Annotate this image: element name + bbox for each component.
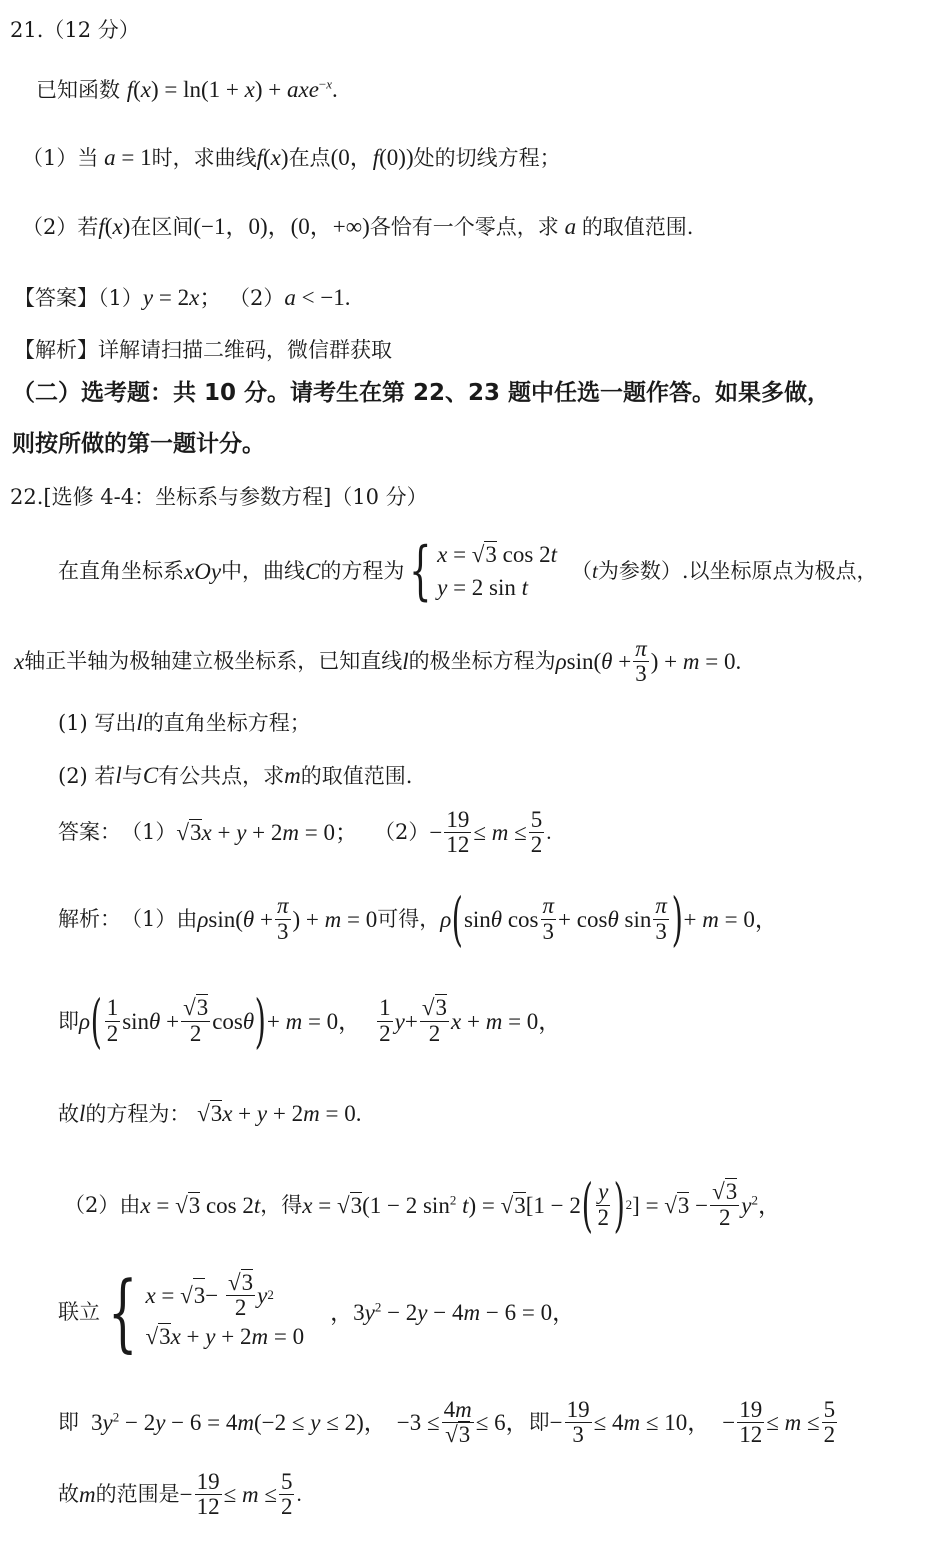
q22-analysis-1: 解析： （1）由 ρsin(θ + $\frac{\pi}{3}$ ) + m = 0 可得， ρ ( sinθ cos $\frac{\pi}{3}$ + cosθ sin $\frac{\pi}{3}$ ) + m = 0， xyxy=(58,885,778,953)
q21-header: 21.（12 分） xyxy=(10,18,140,42)
q22-analysis-5: 联立 { x = √ 3 − $\frac{√3}{2}$ y 2 √3x + y + 2m = 0 ，$3y^2 - 2y - 4m - 6 = 0$， xyxy=(58,1263,576,1361)
q21-answer: 【答案】（1）y = 2x； （2）a < −1. xyxy=(14,285,351,310)
q22-part2: (2) 若l与C有公共点，求m的取值范围. xyxy=(58,763,413,788)
q22-header: 22.[选修 4-4：坐标系与参数方程]（10 分） xyxy=(10,485,428,509)
q22-stem-line2: x 轴正半轴为极轴建立极坐标系，已知直线 l 的极坐标方程为 ρsin(θ + $\frac{\pi}{3}$ ) + m = 0. xyxy=(14,636,742,687)
q22-part1: (1) 写出l的直角坐标方程； xyxy=(58,710,311,735)
q22-stem-line1: 在直角坐标系 xOy 中，曲线 C 的方程为 { x = √3 cos 2t y = 2 sin t （ t 为参数）.以坐标原点为极点， xyxy=(58,534,878,609)
q22-analysis-3: 故l的方程为： √3x + y + 2m = 0. xyxy=(58,1101,362,1126)
q22-analysis-7: 故 m 的范围是 − $\frac{19}{12}$ ≤ m ≤ $\frac{5}{2}$ . xyxy=(58,1469,302,1520)
curve-c-system: x = √3 cos 2t y = 2 sin t xyxy=(437,542,557,601)
q22-analysis-4: （2）由 x = √3 cos 2t ，得 x = √3(1 − 2 $\sin^2 t) = √3[1 - 2$ ( $\frac{y}{2}$ ) 2 ] = √3 − $\frac{√3}{2}$ $y^2$， xyxy=(64,1171,781,1239)
q22-analysis-2: 即 ρ ( $\frac{1}{2}$ sinθ + $\frac{√3}{2}$ cosθ ) + m = 0， $\frac{1}{2}$ y + $\frac{√3}{2}$ x + m = 0， xyxy=(58,987,562,1055)
q22-answer: 答案： （1） √3x + y + 2m = 0； （2） − $\frac{19}{12}$ ≤ m ≤ $\frac{5}{2}$ . xyxy=(58,807,552,858)
q21-stem: 已知函数 f(x) = ln(1 + x) + axe$^{-x}$. xyxy=(36,76,338,102)
section-heading-line2: 则按所做的第一题计分。 xyxy=(12,431,265,457)
q22-analysis-6: 即 $3y^2 - 2y - 6 = 4m(-2 \le y \le 2)$， −3 ≤ $\frac{4m}{√3}$ ≤ 6， 即 − $\frac{19}{3}$ ≤ 4m ≤ 10， − $\frac{19}{12}$ ≤ m ≤ $\frac{5}{2}$ xyxy=(58,1397,836,1448)
joint-system: x = √ 3 − $\frac{√3}{2}$ y 2 √3x + y + 2m = 0 xyxy=(145,1269,305,1349)
q21-part1: （1）当 a = 1时，求曲线f(x)在点(0，f(0))处的切线方程； xyxy=(22,145,561,170)
section-heading-line1: （二）选考题：共 10 分。请考生在第 22、23 题中任选一题作答。如果多做， xyxy=(12,380,831,406)
q21-analysis: 【解析】详解请扫描二维码，微信群获取 xyxy=(14,338,392,362)
q21-part2: （2）若f(x)在区间(−1，0)，(0，+∞)各恰有一个零点，求 a 的取值范围. xyxy=(22,214,694,239)
